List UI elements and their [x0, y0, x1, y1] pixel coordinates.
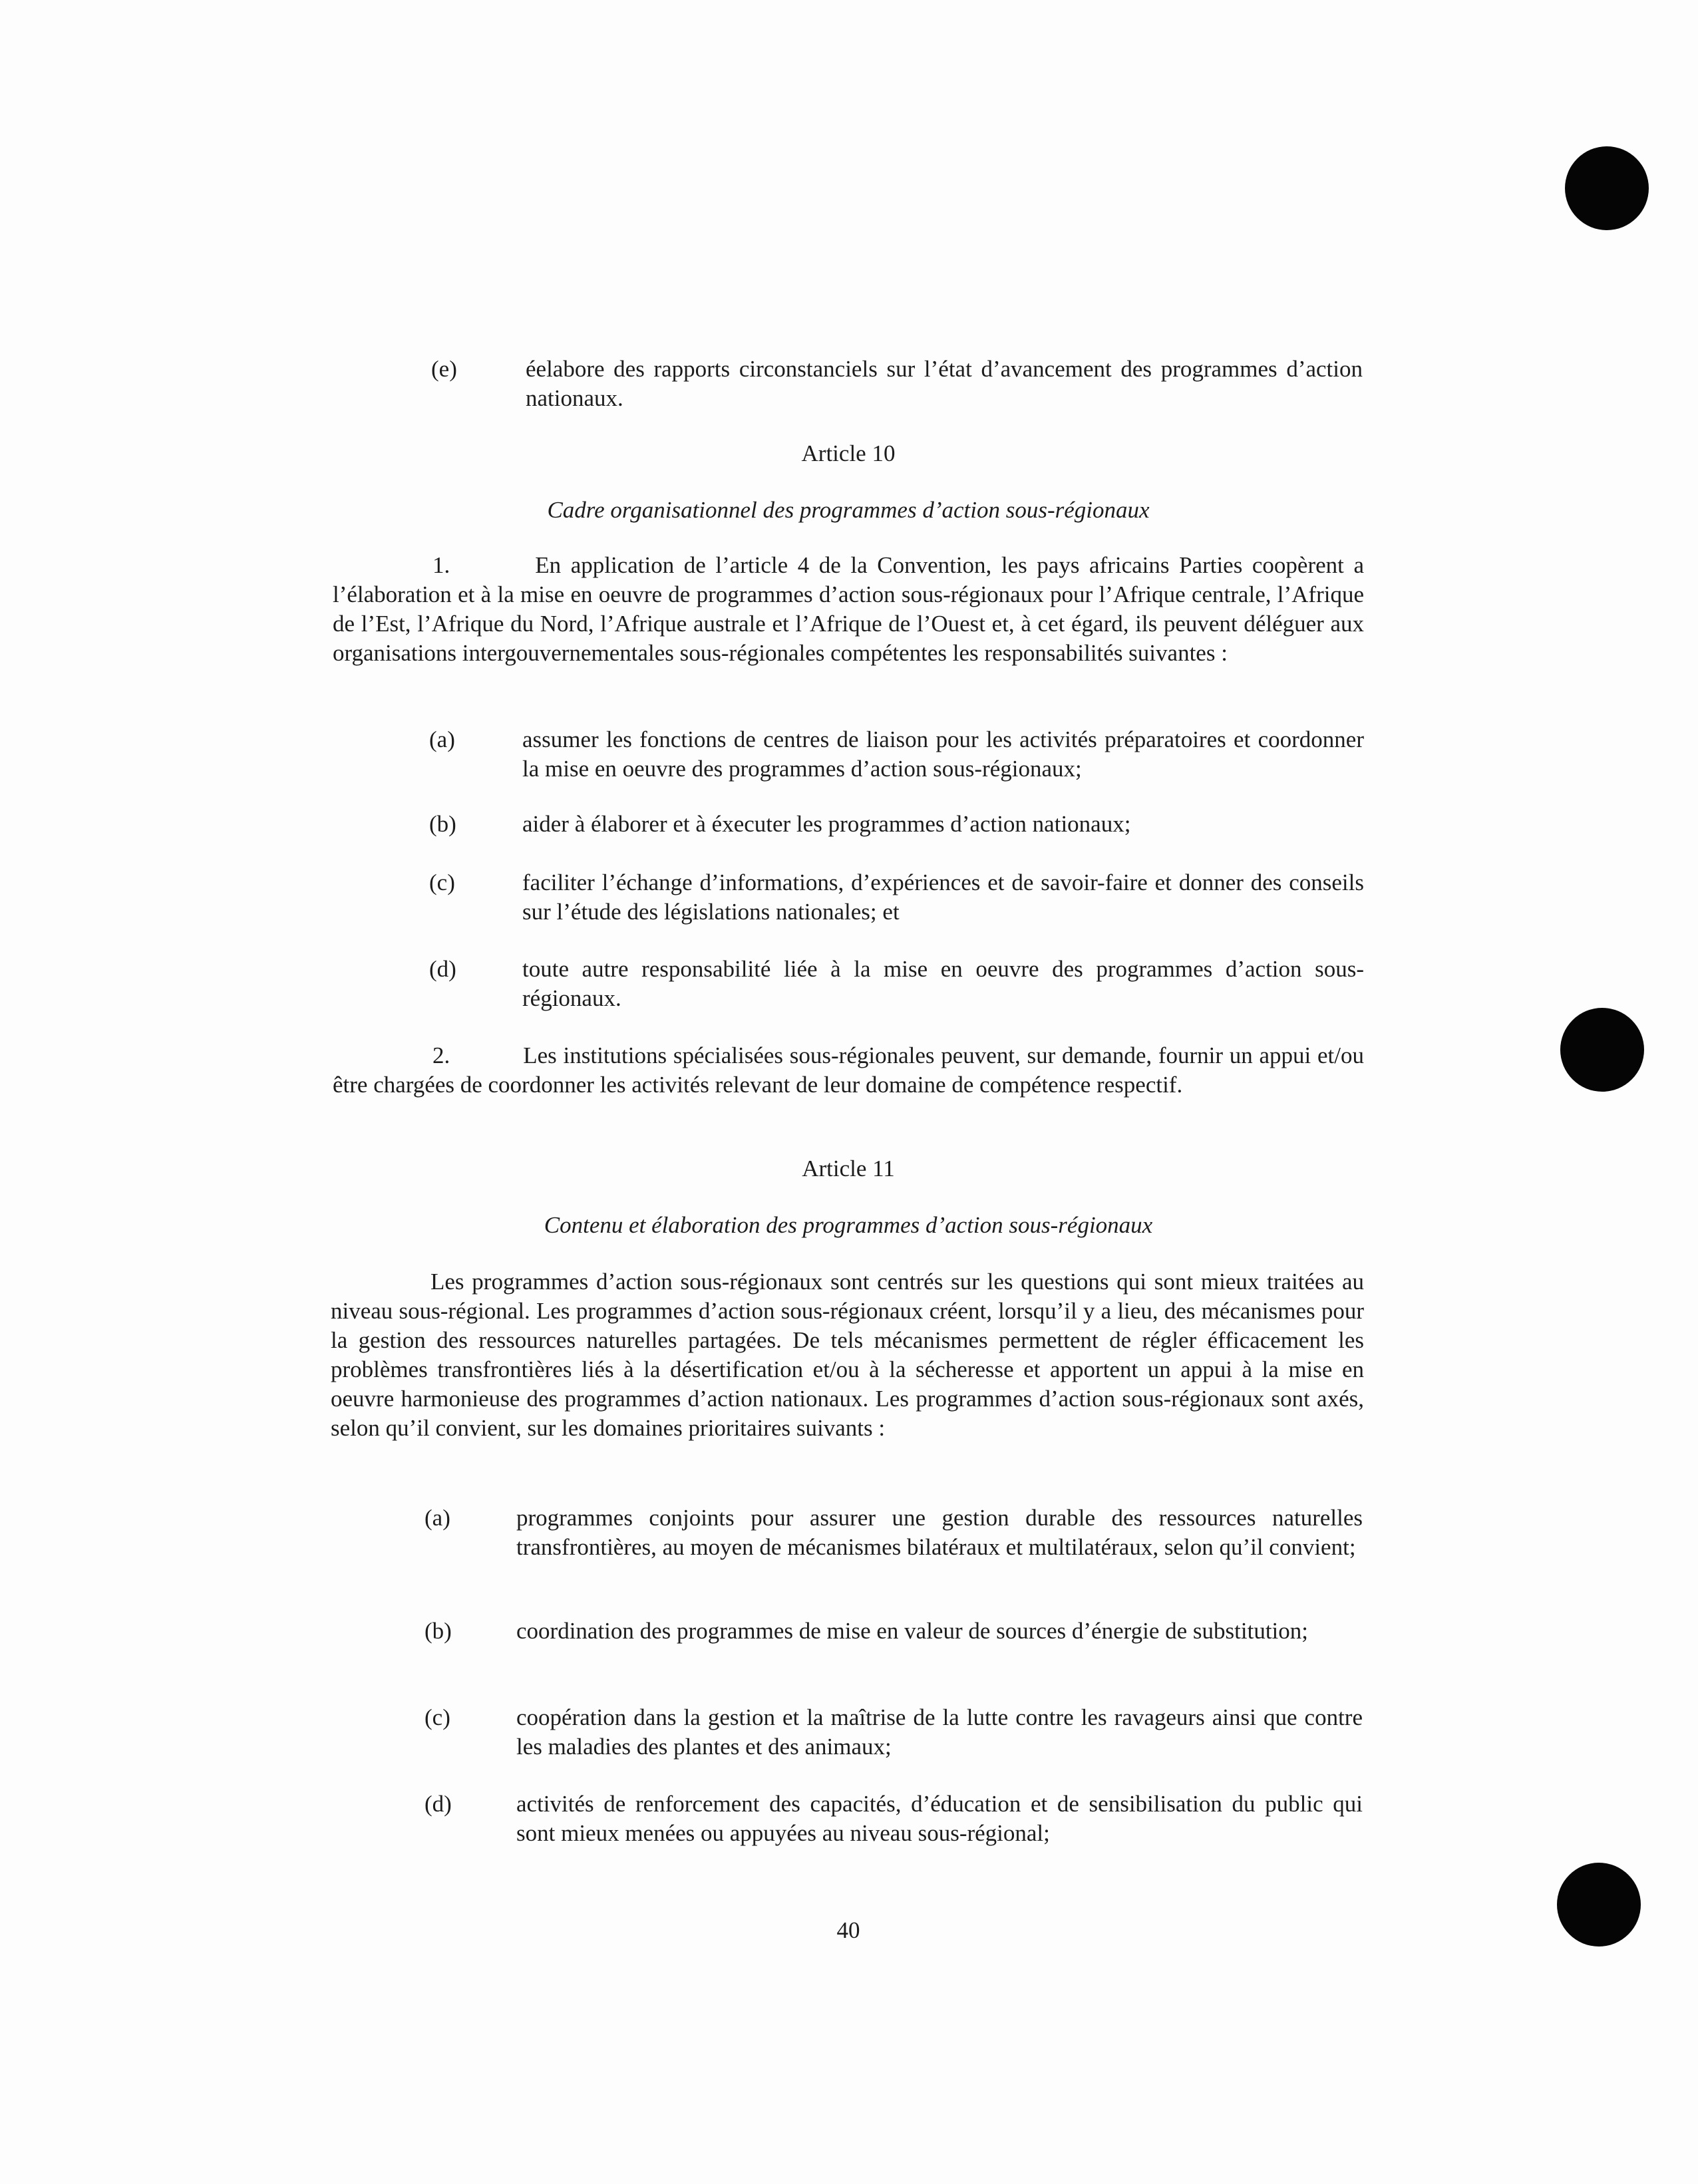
- list-item-text: faciliter l’échange d’informations, d’expériences et de savoir-faire et donner des conseils sur l’étude des législations nationales; et: [522, 869, 1364, 925]
- punch-hole-bottom: [1557, 1863, 1641, 1947]
- paragraph-number: 1.: [432, 552, 450, 578]
- punch-hole-top: [1565, 146, 1649, 230]
- list-item-text: éelabore des rapports circonstanciels sur l’état d’avancement des programmes d’action nationaux.: [526, 356, 1363, 411]
- paragraph-text: [333, 551, 1364, 668]
- list-item-text: toute autre responsabilité liée à la mise en oeuvre des programmes d’action sous-régionaux.: [522, 956, 1364, 1011]
- punch-hole-middle: [1560, 1008, 1644, 1092]
- article-11-subtitle: Contenu et élaboration des programmes d’action sous-régionaux: [544, 1212, 1153, 1238]
- paragraph-number: 2.: [432, 1042, 450, 1068]
- list-item-label: (b): [429, 811, 456, 837]
- list-item-text: activités de renforcement des capacités, d’éducation et de sensibilisation du public qui sont mieux menées ou appuyées au niveau sous-régional;: [516, 1791, 1363, 1846]
- list-item-label: (b): [424, 1618, 452, 1644]
- article-10-subtitle: Cadre organisationnel des programmes d’action sous-régionaux: [547, 497, 1150, 523]
- list-item-text: assumer les fonctions de centres de liaison pour les activités préparatoires et coordonner la mise en oeuvre des programmes d’action sous-régionaux;: [522, 726, 1364, 782]
- page-number: 40: [836, 1917, 860, 1943]
- list-item-label: (e): [431, 356, 457, 382]
- list-item-text: programmes conjoints pour assurer une gestion durable des ressources naturelles transfrontières, au moyen de mécanismes bilatéraux et multilatéraux, selon qu’il convient;: [516, 1505, 1363, 1560]
- article-10-paragraph-2: [333, 1041, 1364, 1100]
- list-item-label: (d): [429, 956, 456, 982]
- article-10-heading: Article 10: [801, 440, 896, 466]
- article-11-heading: Article 11: [802, 1156, 895, 1181]
- list-item-label: (d): [424, 1791, 452, 1817]
- article-11-paragraph: Les programmes d’action sous-régionaux sont centrés sur les questions qui sont mieux traitées au niveau sous-régional. Les programmes d’action sous-régionaux créent, lorsqu’il y a lieu, des mécanismes pour la gestion des ressources naturelles partagées. De tels mécanismes permettent de régler éfficacement les problèmes transfrontières liés à la désertification et/ou à la sécheresse et apportent un appui à la mise en oeuvre harmonieuse des programmes d’action nationaux. Les programmes d’action sous-régionaux sont axés, selon qu’il convient, sur les domaines prioritaires suivants :: [331, 1269, 1364, 1441]
- list-item-label: (c): [429, 869, 455, 895]
- list-item-text: coopération dans la gestion et la maîtrise de la lutte contre les ravageurs ainsi que contre les maladies des plantes et des animaux;: [516, 1704, 1363, 1760]
- list-item-label: (c): [424, 1704, 450, 1730]
- list-item-text: aider à élaborer et à éxecuter les programmes d’action nationaux;: [522, 811, 1131, 837]
- list-item-label: (a): [429, 726, 455, 752]
- list-item-text: coordination des programmes de mise en valeur de sources d’énergie de substitution;: [516, 1618, 1308, 1644]
- paragraph-body: En application de l’article 4 de la Convention, les pays africains Parties coopèrent a l’élaboration et à la mise en oeuvre de programmes d’action sous-régionaux pour l’Afrique centrale, l’Afrique de l’Est, l’Afrique du Nord, l’Afrique australe et l’Afrique de l’Ouest et, à cet égard, ils peuvent déléguer aux organisations intergouvernementales sous-régionales compétentes les responsabilités suivantes :: [333, 552, 1364, 666]
- paragraph-body: Les institutions spécialisées sous-régionales peuvent, sur demande, fournir un appui et/ou être chargées de coordonner les activités relevant de leur domaine de compétence respectif.: [333, 1042, 1364, 1098]
- list-item-label: (a): [424, 1505, 450, 1531]
